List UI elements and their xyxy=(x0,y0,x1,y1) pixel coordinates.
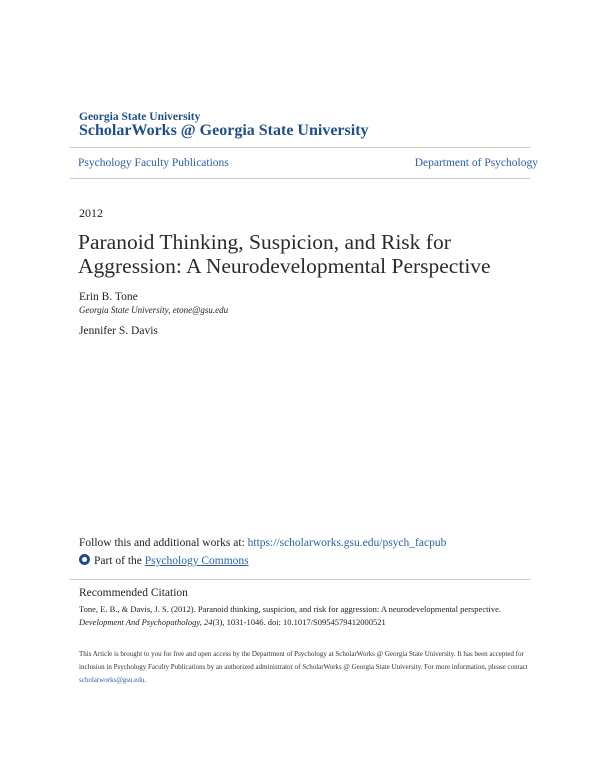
article-title-line-2: Aggression: A Neurodevelopmental Perspective xyxy=(78,254,491,278)
article-title xyxy=(78,230,528,278)
part-of-label: Part of the xyxy=(94,555,142,567)
article-title-line-1: Paranoid Thinking, Suspicion, and Risk for xyxy=(78,230,451,254)
department-link[interactable]: Department of Psychology xyxy=(414,157,538,169)
part-of-line xyxy=(79,554,249,567)
citation-line-2: (3), 1031-1046. doi: 10.1017/S0954579412000521 xyxy=(212,617,386,627)
publication-year: 2012 xyxy=(79,206,103,220)
collection-link[interactable]: Psychology Faculty Publications xyxy=(78,157,229,169)
repository-name[interactable]: ScholarWorks @ Georgia State University xyxy=(79,122,369,139)
author-affiliation: Georgia State University, etone@gsu.edu xyxy=(79,305,229,315)
follow-url-link[interactable]: https://scholarworks.gsu.edu/psych_facpub xyxy=(247,537,447,549)
citation-heading: Recommended Citation xyxy=(79,587,188,599)
follow-label: Follow this and additional works at: xyxy=(79,537,245,549)
author-name: Jennifer S. Davis xyxy=(79,325,158,337)
follow-line xyxy=(79,537,446,549)
header-divider-bottom xyxy=(70,178,530,179)
university-name: Georgia State University xyxy=(79,111,201,123)
access-notice xyxy=(79,648,539,687)
citation-line-1: Tone, E. B., & Davis, J. S. (2012). Paranoid thinking, suspicion, and risk for aggression: A neurodevelopmental perspective. xyxy=(79,604,501,614)
citation-divider xyxy=(70,579,530,580)
header-divider-top xyxy=(70,147,530,148)
citation-journal: Development And Psychopathology, 24 xyxy=(79,617,213,627)
network-logo-icon xyxy=(79,554,90,565)
access-notice-end: . xyxy=(144,676,147,684)
psychology-commons-link[interactable]: Psychology Commons xyxy=(144,555,249,567)
citation-text xyxy=(79,603,529,629)
contact-email-link[interactable]: scholarworks@gsu.edu xyxy=(79,676,145,684)
author-name: Erin B. Tone xyxy=(79,291,138,303)
access-notice-text: This Article is brought to you for free and open access by the Department of Psychology at ScholarWorks @ Georgia State University. It has been accepted for inclusion in Psychology Faculty Publications by an authorized administrator of ScholarWorks @ Georgia State University. For more information, please contact xyxy=(79,650,528,671)
